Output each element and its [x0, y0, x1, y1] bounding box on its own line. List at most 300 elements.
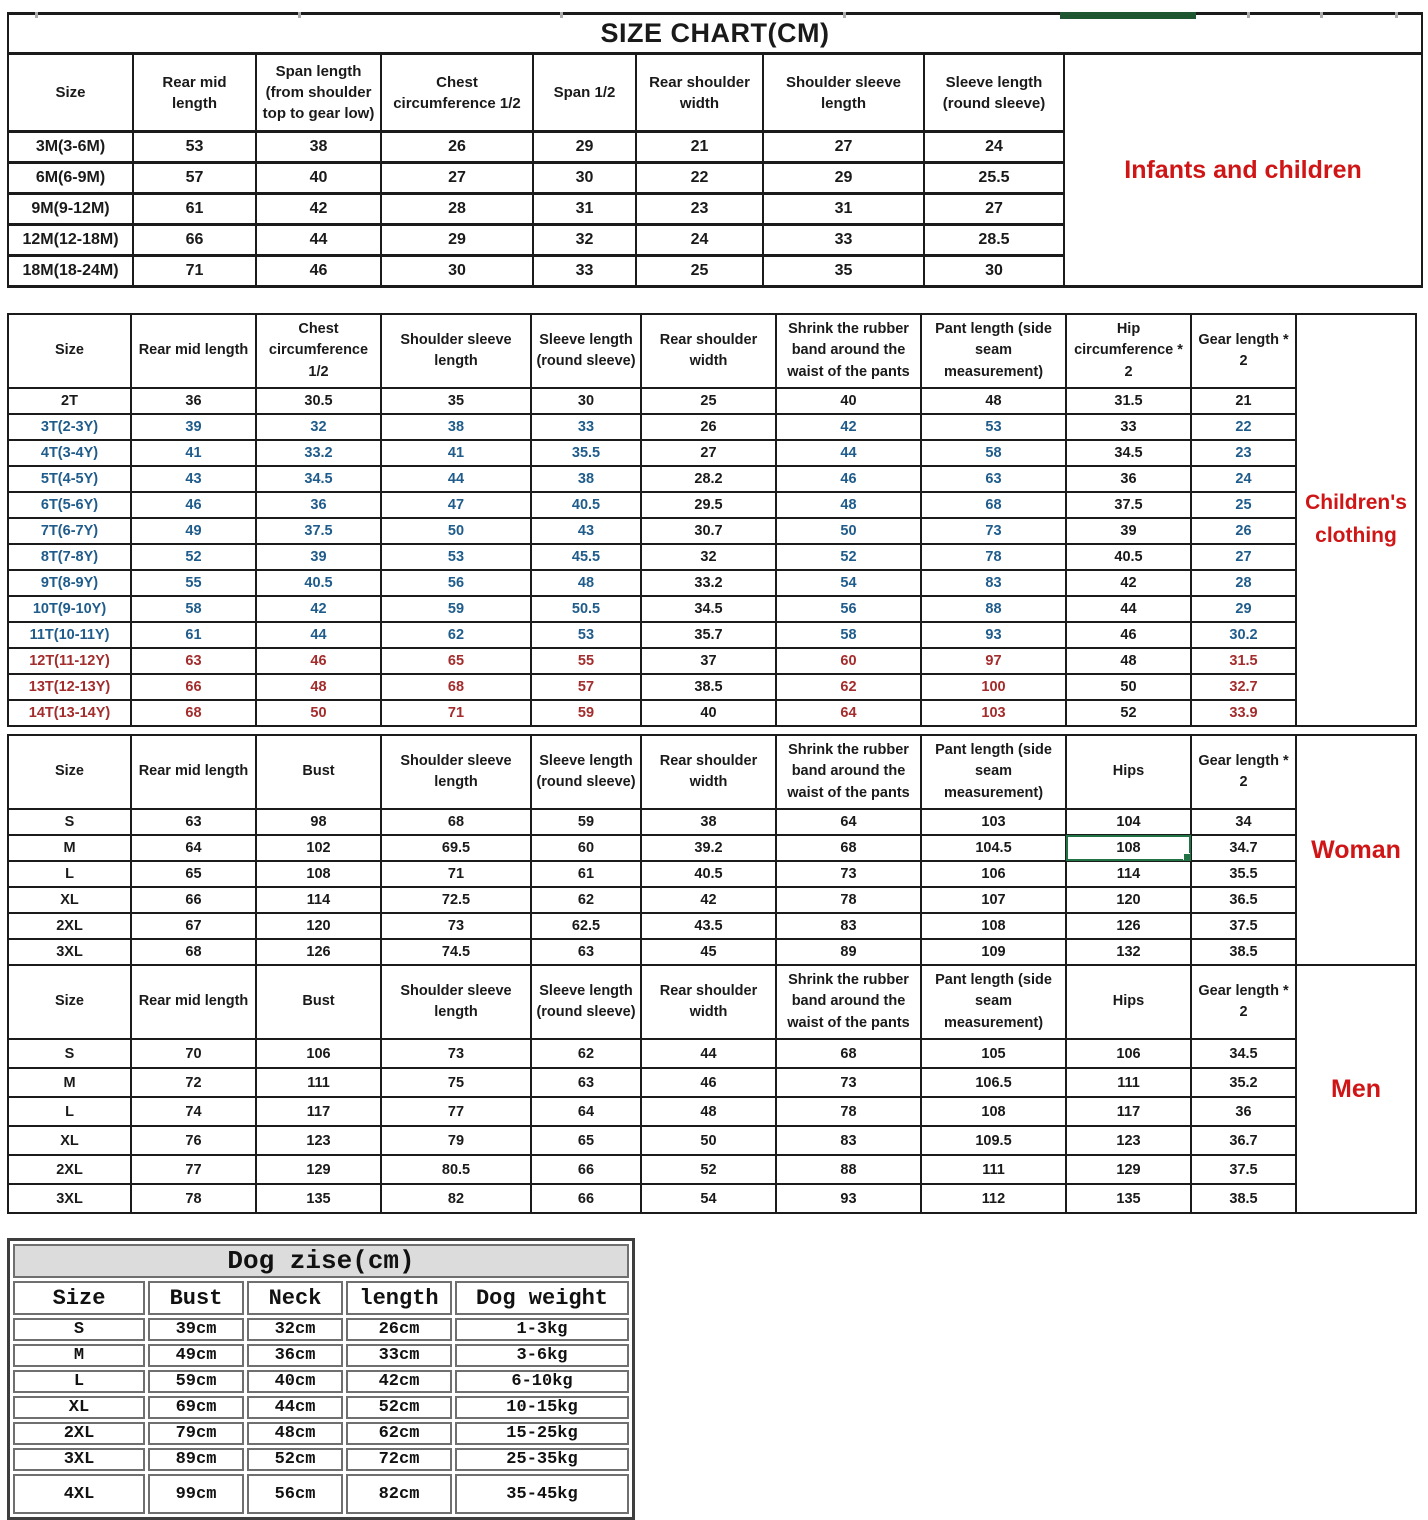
table-row [8, 440, 1416, 466]
header-cell: Rear mid length [131, 965, 256, 1039]
size-chart-title: SIZE CHART(CM) [8, 14, 1422, 54]
gridline-tick [298, 12, 301, 18]
value-cell: 60 [531, 835, 641, 861]
header-row [8, 54, 1422, 132]
size-cell: 3T(2-3Y) [8, 414, 131, 440]
value-cell: 100 [921, 674, 1066, 700]
value-cell: 24 [1191, 466, 1296, 492]
value-cell: 35-45kg [455, 1474, 629, 1514]
value-cell: 62 [381, 622, 531, 648]
value-cell: 58 [131, 596, 256, 622]
value-cell: 93 [776, 1184, 921, 1213]
table-row [8, 700, 1416, 726]
value-cell: 78 [921, 544, 1066, 570]
value-cell: 25 [641, 388, 776, 414]
header-cell: Pant length (side seam measurement) [921, 735, 1066, 809]
value-cell: 107 [921, 887, 1066, 913]
value-cell: 58 [776, 622, 921, 648]
value-cell: 117 [256, 1097, 381, 1126]
value-cell: 78 [776, 887, 921, 913]
value-cell: 62 [531, 1039, 641, 1068]
value-cell: 21 [1191, 388, 1296, 414]
size-cell: 5T(4-5Y) [8, 466, 131, 492]
size-cell: 3XL [8, 939, 131, 965]
value-cell: 64 [531, 1097, 641, 1126]
value-cell: 39 [256, 544, 381, 570]
header-cell: Bust [148, 1281, 244, 1315]
value-cell: 108 [921, 913, 1066, 939]
value-cell: 35 [381, 388, 531, 414]
value-cell: 33cm [346, 1344, 452, 1367]
value-cell: 38.5 [1191, 1184, 1296, 1213]
size-cell: 12T(11-12Y) [8, 648, 131, 674]
header-cell: Shoulder sleeve length [381, 314, 531, 388]
size-cell: XL [8, 1126, 131, 1155]
value-cell: 43 [131, 466, 256, 492]
value-cell: 31.5 [1191, 648, 1296, 674]
value-cell: 37.5 [256, 518, 381, 544]
value-cell: 3-6kg [455, 1344, 629, 1367]
header-cell: Bust [256, 735, 381, 809]
value-cell: 36cm [247, 1344, 343, 1367]
value-cell: 39cm [148, 1318, 244, 1341]
value-cell: 33 [533, 256, 636, 287]
header-cell: Gear length * 2 [1191, 314, 1296, 388]
value-cell: 62cm [346, 1422, 452, 1445]
header-cell: Sleeve length (round sleeve) [531, 965, 641, 1039]
value-cell: 31.5 [1066, 388, 1191, 414]
value-cell: 48 [641, 1097, 776, 1126]
value-cell: 29 [533, 132, 636, 163]
table-row [13, 1370, 629, 1393]
value-cell: 43.5 [641, 913, 776, 939]
value-cell: 108 [256, 861, 381, 887]
value-cell: 30 [381, 256, 533, 287]
value-cell: 103 [921, 809, 1066, 835]
value-cell: 48 [921, 388, 1066, 414]
value-cell: 88 [776, 1155, 921, 1184]
header-cell: Size [13, 1281, 145, 1315]
header-cell: Chest circumference 1/2 [381, 54, 533, 132]
value-cell: 28.5 [924, 225, 1064, 256]
value-cell: 33 [1066, 414, 1191, 440]
header-cell: Rear shoulder width [636, 54, 763, 132]
header-cell: Neck [247, 1281, 343, 1315]
value-cell: 83 [921, 570, 1066, 596]
value-cell: 15-25kg [455, 1422, 629, 1445]
value-cell: 72cm [346, 1448, 452, 1471]
value-cell: 50 [641, 1126, 776, 1155]
value-cell: 44 [256, 225, 381, 256]
value-cell: 79 [381, 1126, 531, 1155]
value-cell: 53 [133, 132, 256, 163]
value-cell: 46 [1066, 622, 1191, 648]
value-cell: 30.2 [1191, 622, 1296, 648]
table-title-row [13, 1244, 629, 1278]
value-cell: 72.5 [381, 887, 531, 913]
value-cell: 104.5 [921, 835, 1066, 861]
value-cell: 64 [131, 835, 256, 861]
size-cell: 10T(9-10Y) [8, 596, 131, 622]
value-cell: 40 [641, 700, 776, 726]
value-cell: 34.5 [1191, 1039, 1296, 1068]
value-cell: 129 [256, 1155, 381, 1184]
value-cell: 40 [776, 388, 921, 414]
header-cell: Shoulder sleeve length [381, 735, 531, 809]
value-cell: 40.5 [641, 861, 776, 887]
table-row [8, 518, 1416, 544]
size-cell: 2T [8, 388, 131, 414]
header-cell: Sleeve length (round sleeve) [531, 314, 641, 388]
value-cell: 36.5 [1191, 887, 1296, 913]
size-cell: 2XL [8, 913, 131, 939]
value-cell: 60 [776, 648, 921, 674]
value-cell: 73 [776, 861, 921, 887]
value-cell: 48 [256, 674, 381, 700]
gridline-tick [1320, 12, 1323, 18]
value-cell: 66 [131, 674, 256, 700]
value-cell: 32cm [247, 1318, 343, 1341]
header-cell: Sleeve length (round sleeve) [924, 54, 1064, 132]
value-cell: 48 [531, 570, 641, 596]
table-row [8, 674, 1416, 700]
value-cell: 26cm [346, 1318, 452, 1341]
value-cell: 28.2 [641, 466, 776, 492]
value-cell: 40.5 [256, 570, 381, 596]
size-cell: 6M(6-9M) [8, 163, 133, 194]
table-row [8, 861, 1416, 887]
value-cell: 114 [1066, 861, 1191, 887]
value-cell: 22 [636, 163, 763, 194]
value-cell: 55 [531, 648, 641, 674]
value-cell: 42 [256, 194, 381, 225]
value-cell: 37.5 [1191, 1155, 1296, 1184]
value-cell: 34 [1191, 809, 1296, 835]
value-cell: 46 [256, 256, 381, 287]
value-cell: 74.5 [381, 939, 531, 965]
value-cell: 55 [131, 570, 256, 596]
size-cell: 18M(18-24M) [8, 256, 133, 287]
value-cell: 74 [131, 1097, 256, 1126]
value-cell: 111 [256, 1068, 381, 1097]
value-cell: 68 [381, 674, 531, 700]
gridline-tick [843, 12, 846, 18]
value-cell: 103 [921, 700, 1066, 726]
value-cell: 73 [381, 913, 531, 939]
header-cell: length [346, 1281, 452, 1315]
header-cell: Rear mid length [133, 54, 256, 132]
value-cell: 36 [131, 388, 256, 414]
value-cell: 44 [381, 466, 531, 492]
value-cell: 50 [776, 518, 921, 544]
value-cell: 56cm [247, 1474, 343, 1514]
value-cell: 53 [381, 544, 531, 570]
value-cell: 102 [256, 835, 381, 861]
value-cell: 32 [641, 544, 776, 570]
table-row [13, 1344, 629, 1367]
value-cell: 33.2 [256, 440, 381, 466]
value-cell: 39 [1066, 518, 1191, 544]
value-cell: 26 [1191, 518, 1296, 544]
value-cell: 65 [381, 648, 531, 674]
value-cell: 50 [256, 700, 381, 726]
header-cell: Chest circumference 1/2 [256, 314, 381, 388]
infants-section-label: Infants and children [1064, 54, 1422, 287]
value-cell: 106.5 [921, 1068, 1066, 1097]
value-cell: 61 [133, 194, 256, 225]
value-cell: 40.5 [1066, 544, 1191, 570]
value-cell: 63 [921, 466, 1066, 492]
value-cell: 108 [921, 1097, 1066, 1126]
table-row [8, 939, 1416, 965]
value-cell: 52 [131, 544, 256, 570]
value-cell: 46 [256, 648, 381, 674]
header-cell: Hips [1066, 965, 1191, 1039]
value-cell: 54 [776, 570, 921, 596]
size-cell: 4XL [13, 1474, 145, 1514]
header-cell: Gear length * 2 [1191, 735, 1296, 809]
value-cell: 89 [776, 939, 921, 965]
value-cell: 37 [641, 648, 776, 674]
value-cell: 25-35kg [455, 1448, 629, 1471]
value-cell: 46 [641, 1068, 776, 1097]
header-cell: Shrink the rubber band around the waist of the pants [776, 735, 921, 809]
table-row [8, 809, 1416, 835]
value-cell: 35 [763, 256, 924, 287]
value-cell: 52 [776, 544, 921, 570]
size-cell: 13T(12-13Y) [8, 674, 131, 700]
value-cell: 73 [381, 1039, 531, 1068]
header-cell: Rear shoulder width [641, 735, 776, 809]
value-cell: 53 [921, 414, 1066, 440]
value-cell: 59cm [148, 1370, 244, 1393]
value-cell: 42 [776, 414, 921, 440]
size-cell: 2XL [13, 1422, 145, 1445]
value-cell: 29.5 [641, 492, 776, 518]
dog-table-title: Dog zise(cm) [13, 1244, 629, 1278]
value-cell: 106 [1066, 1039, 1191, 1068]
size-cell: M [8, 835, 131, 861]
value-cell: 38 [641, 809, 776, 835]
table-row [8, 648, 1416, 674]
value-cell: 66 [531, 1155, 641, 1184]
value-cell: 49 [131, 518, 256, 544]
header-cell: Shrink the rubber band around the waist of the pants [776, 314, 921, 388]
value-cell: 106 [921, 861, 1066, 887]
value-cell: 28 [1191, 570, 1296, 596]
value-cell: 23 [1191, 440, 1296, 466]
value-cell: 25 [1191, 492, 1296, 518]
value-cell: 49cm [148, 1344, 244, 1367]
size-cell: M [8, 1068, 131, 1097]
value-cell: 50.5 [531, 596, 641, 622]
value-cell: 27 [641, 440, 776, 466]
value-cell: 52 [641, 1155, 776, 1184]
value-cell: 89cm [148, 1448, 244, 1471]
value-cell: 71 [133, 256, 256, 287]
value-cell: 59 [531, 809, 641, 835]
header-cell: Span 1/2 [533, 54, 636, 132]
value-cell: 42 [641, 887, 776, 913]
header-cell: Shrink the rubber band around the waist of the pants [776, 965, 921, 1039]
value-cell: 54 [641, 1184, 776, 1213]
value-cell: 27 [381, 163, 533, 194]
value-cell: 52cm [346, 1396, 452, 1419]
value-cell: 37.5 [1191, 913, 1296, 939]
value-cell: 75 [381, 1068, 531, 1097]
size-cell: 2XL [8, 1155, 131, 1184]
value-cell: 34.5 [256, 466, 381, 492]
header-cell: Bust [256, 965, 381, 1039]
size-cell: 3M(3-6M) [8, 132, 133, 163]
value-cell: 27 [1191, 544, 1296, 570]
value-cell: 30.7 [641, 518, 776, 544]
value-cell: 64 [776, 700, 921, 726]
table-row [8, 466, 1416, 492]
table-row [8, 1039, 1416, 1068]
size-cell: 4T(3-4Y) [8, 440, 131, 466]
gridline-tick [1247, 12, 1250, 18]
table-row [8, 622, 1416, 648]
header-row [13, 1281, 629, 1315]
value-cell: 65 [131, 861, 256, 887]
value-cell: 80.5 [381, 1155, 531, 1184]
value-cell: 31 [763, 194, 924, 225]
value-cell: 82cm [346, 1474, 452, 1514]
value-cell: 66 [131, 887, 256, 913]
value-cell: 38 [381, 414, 531, 440]
value-cell: 77 [131, 1155, 256, 1184]
table-row [8, 1068, 1416, 1097]
value-cell: 68 [776, 1039, 921, 1068]
value-cell: 68 [776, 835, 921, 861]
header-cell: Shoulder sleeve length [763, 54, 924, 132]
value-cell: 70 [131, 1039, 256, 1068]
value-cell: 63 [531, 939, 641, 965]
header-cell: Rear mid length [131, 735, 256, 809]
header-cell: Span length (from shoulder top to gear low) [256, 54, 381, 132]
value-cell: 38 [531, 466, 641, 492]
size-cell: M [13, 1344, 145, 1367]
value-cell: 41 [381, 440, 531, 466]
size-cell: 14T(13-14Y) [8, 700, 131, 726]
size-cell: L [13, 1370, 145, 1393]
size-cell: S [8, 1039, 131, 1068]
gridline-tick [560, 12, 563, 18]
value-cell: 35.7 [641, 622, 776, 648]
value-cell: 120 [1066, 887, 1191, 913]
table-row [8, 570, 1416, 596]
value-cell: 40.5 [531, 492, 641, 518]
header-cell: Pant length (side seam measurement) [921, 314, 1066, 388]
value-cell: 41 [131, 440, 256, 466]
gridline-tick [35, 12, 38, 18]
value-cell: 83 [776, 1126, 921, 1155]
value-cell: 61 [531, 861, 641, 887]
value-cell: 120 [256, 913, 381, 939]
value-cell: 44 [641, 1039, 776, 1068]
value-cell: 105 [921, 1039, 1066, 1068]
value-cell: 97 [921, 648, 1066, 674]
value-cell: 82 [381, 1184, 531, 1213]
value-cell: 66 [133, 225, 256, 256]
header-cell: Hips [1066, 735, 1191, 809]
value-cell: 42cm [346, 1370, 452, 1393]
value-cell: 78 [131, 1184, 256, 1213]
size-cell: S [13, 1318, 145, 1341]
value-cell: 24 [924, 132, 1064, 163]
value-cell: 111 [1066, 1068, 1191, 1097]
value-cell: 36 [256, 492, 381, 518]
value-cell: 72 [131, 1068, 256, 1097]
value-cell: 46 [131, 492, 256, 518]
value-cell: 10-15kg [455, 1396, 629, 1419]
children-section-label: Children's clothing [1296, 314, 1416, 726]
size-cell: XL [8, 887, 131, 913]
value-cell: 34.7 [1191, 835, 1296, 861]
value-cell: 29 [381, 225, 533, 256]
value-cell: 93 [921, 622, 1066, 648]
table-row [13, 1318, 629, 1341]
table-row [8, 913, 1416, 939]
size-cell: 6T(5-6Y) [8, 492, 131, 518]
value-cell: 59 [531, 700, 641, 726]
dog-size-table [7, 1238, 635, 1520]
value-cell: 123 [1066, 1126, 1191, 1155]
value-cell: 68 [131, 939, 256, 965]
header-cell: Rear mid length [131, 314, 256, 388]
children-size-table [7, 313, 1417, 727]
value-cell: 35.5 [531, 440, 641, 466]
value-cell: 48 [1066, 648, 1191, 674]
value-cell: 44 [776, 440, 921, 466]
header-cell: Size [8, 314, 131, 388]
value-cell: 63 [131, 648, 256, 674]
value-cell: 106 [256, 1039, 381, 1068]
value-cell: 73 [921, 518, 1066, 544]
value-cell: 36 [1191, 1097, 1296, 1126]
value-cell: 73 [776, 1068, 921, 1097]
value-cell: 33.9 [1191, 700, 1296, 726]
value-cell: 57 [133, 163, 256, 194]
value-cell: 68 [921, 492, 1066, 518]
value-cell: 32.7 [1191, 674, 1296, 700]
value-cell: 71 [381, 861, 531, 887]
value-cell: 40cm [247, 1370, 343, 1393]
value-cell: 36.7 [1191, 1126, 1296, 1155]
size-cell: L [8, 861, 131, 887]
gridline-tick [1395, 12, 1398, 18]
selection-strip [1060, 12, 1196, 19]
value-cell: 35.2 [1191, 1068, 1296, 1097]
value-cell: 25.5 [924, 163, 1064, 194]
header-cell: Size [8, 54, 133, 132]
size-cell: 3XL [8, 1184, 131, 1213]
value-cell: 53 [531, 622, 641, 648]
size-cell: 12M(12-18M) [8, 225, 133, 256]
table-row [8, 1155, 1416, 1184]
value-cell: 1-3kg [455, 1318, 629, 1341]
value-cell: 27 [924, 194, 1064, 225]
value-cell: 83 [776, 913, 921, 939]
table-row [13, 1422, 629, 1445]
value-cell: 28 [381, 194, 533, 225]
value-cell: 36 [1066, 466, 1191, 492]
value-cell: 44 [1066, 596, 1191, 622]
value-cell: 30 [924, 256, 1064, 287]
value-cell: 78 [776, 1097, 921, 1126]
value-cell: 117 [1066, 1097, 1191, 1126]
